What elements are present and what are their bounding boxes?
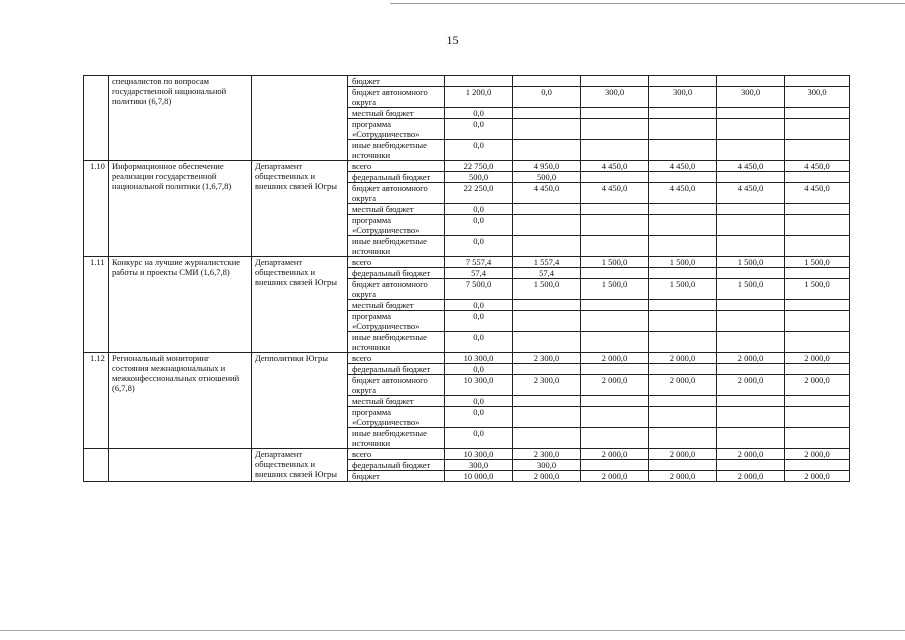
- table-row: [84, 257, 850, 268]
- amount-cell: [649, 407, 717, 428]
- amount-cell: 300,0: [445, 460, 513, 471]
- funding-source: местный бюджет: [348, 204, 445, 215]
- amount-cell: [649, 204, 717, 215]
- amount-cell: [513, 204, 581, 215]
- activity-name: [109, 449, 252, 482]
- amount-cell: [717, 140, 785, 161]
- amount-cell: [649, 108, 717, 119]
- amount-cell: [649, 311, 717, 332]
- amount-cell: 0,0: [445, 236, 513, 257]
- amount-cell: [717, 76, 785, 87]
- amount-cell: 2 000,0: [581, 449, 649, 460]
- activity-name: Конкурс на лучшие журналистские работы и проекты СМИ (1,6,7,8): [109, 257, 252, 353]
- activity-name: Информационное обеспечение реализации государственной национальной политики (1,6,7,8): [109, 161, 252, 257]
- amount-cell: 4 450,0: [581, 161, 649, 172]
- amount-cell: [785, 364, 850, 375]
- amount-cell: 2 000,0: [785, 449, 850, 460]
- amount-cell: 4 450,0: [649, 161, 717, 172]
- table-row: [84, 161, 850, 172]
- amount-cell: 2 000,0: [717, 375, 785, 396]
- amount-cell: [649, 140, 717, 161]
- amount-cell: [649, 364, 717, 375]
- item-number: 1.12: [84, 353, 109, 449]
- amount-cell: 0,0: [445, 311, 513, 332]
- amount-cell: 0,0: [445, 140, 513, 161]
- amount-cell: [581, 204, 649, 215]
- amount-cell: [717, 364, 785, 375]
- amount-cell: 1 500,0: [717, 257, 785, 268]
- amount-cell: 4 450,0: [785, 183, 850, 204]
- item-number: 1.11: [84, 257, 109, 353]
- amount-cell: 2 000,0: [785, 353, 850, 364]
- amount-cell: 2 000,0: [581, 353, 649, 364]
- funding-source: всего: [348, 161, 445, 172]
- funding-source: федеральный бюджет: [348, 364, 445, 375]
- amount-cell: [513, 332, 581, 353]
- amount-cell: [785, 268, 850, 279]
- amount-cell: 2 000,0: [649, 449, 717, 460]
- scan-edge-top: [390, 3, 905, 4]
- funding-source: бюджет автономного округа: [348, 183, 445, 204]
- amount-cell: 2 000,0: [581, 375, 649, 396]
- amount-cell: [785, 76, 850, 87]
- amount-cell: [581, 76, 649, 87]
- amount-cell: [581, 460, 649, 471]
- amount-cell: [581, 396, 649, 407]
- amount-cell: 300,0: [513, 460, 581, 471]
- funding-source: программа «Сотрудничество»: [348, 215, 445, 236]
- amount-cell: 4 450,0: [717, 183, 785, 204]
- table-row: [84, 353, 850, 364]
- amount-cell: 1 500,0: [581, 279, 649, 300]
- responsible-department: Департамент общественных и внешних связей Югры: [252, 161, 348, 257]
- item-number: 1.10: [84, 161, 109, 257]
- funding-source: бюджет автономного округа: [348, 375, 445, 396]
- amount-cell: [785, 236, 850, 257]
- amount-cell: [785, 300, 850, 311]
- amount-cell: [785, 215, 850, 236]
- funding-source: иные внебюджетные источники: [348, 236, 445, 257]
- funding-source: бюджет автономного округа: [348, 87, 445, 108]
- funding-source: иные внебюджетные источники: [348, 428, 445, 449]
- amount-cell: [717, 204, 785, 215]
- amount-cell: [785, 119, 850, 140]
- amount-cell: [717, 311, 785, 332]
- amount-cell: 4 950,0: [513, 161, 581, 172]
- amount-cell: 0,0: [445, 119, 513, 140]
- funding-source: федеральный бюджет: [348, 268, 445, 279]
- funding-source: местный бюджет: [348, 300, 445, 311]
- funding-source: федеральный бюджет: [348, 460, 445, 471]
- funding-source: программа «Сотрудничество»: [348, 407, 445, 428]
- amount-cell: [785, 108, 850, 119]
- amount-cell: 1 500,0: [785, 279, 850, 300]
- amount-cell: 300,0: [581, 87, 649, 108]
- amount-cell: [581, 332, 649, 353]
- amount-cell: [513, 407, 581, 428]
- amount-cell: [581, 236, 649, 257]
- amount-cell: [649, 268, 717, 279]
- amount-cell: [717, 407, 785, 428]
- amount-cell: [717, 108, 785, 119]
- amount-cell: [717, 236, 785, 257]
- amount-cell: 7 557,4: [445, 257, 513, 268]
- amount-cell: 1 500,0: [513, 279, 581, 300]
- table-row: [84, 449, 850, 460]
- amount-cell: 10 000,0: [445, 471, 513, 482]
- amount-cell: [785, 140, 850, 161]
- amount-cell: 2 000,0: [785, 471, 850, 482]
- amount-cell: 0,0: [445, 300, 513, 311]
- amount-cell: 1 500,0: [649, 257, 717, 268]
- amount-cell: 7 500,0: [445, 279, 513, 300]
- funding-source: иные внебюджетные источники: [348, 140, 445, 161]
- funding-source: местный бюджет: [348, 108, 445, 119]
- amount-cell: 0,0: [445, 407, 513, 428]
- amount-cell: 0,0: [445, 396, 513, 407]
- amount-cell: [581, 140, 649, 161]
- amount-cell: 0,0: [445, 108, 513, 119]
- amount-cell: [717, 268, 785, 279]
- funding-source: иные внебюджетные источники: [348, 332, 445, 353]
- amount-cell: 2 000,0: [581, 471, 649, 482]
- amount-cell: [649, 119, 717, 140]
- amount-cell: 2 000,0: [717, 353, 785, 364]
- amount-cell: 2 000,0: [649, 471, 717, 482]
- amount-cell: [581, 428, 649, 449]
- amount-cell: 22 750,0: [445, 161, 513, 172]
- funding-source: бюджет автономного округа: [348, 279, 445, 300]
- amount-cell: [785, 460, 850, 471]
- amount-cell: [581, 364, 649, 375]
- amount-cell: 57,4: [445, 268, 513, 279]
- item-number: [84, 76, 109, 161]
- amount-cell: 2 300,0: [513, 449, 581, 460]
- amount-cell: [717, 119, 785, 140]
- amount-cell: [513, 311, 581, 332]
- funding-source: программа «Сотрудничество»: [348, 311, 445, 332]
- amount-cell: [649, 332, 717, 353]
- responsible-department: [252, 76, 348, 161]
- amount-cell: 2 300,0: [513, 375, 581, 396]
- amount-cell: [581, 172, 649, 183]
- amount-cell: [513, 215, 581, 236]
- activity-name: Региональный мониторинг состояния межнациональных и межконфессиональных отношений (6,7,8): [109, 353, 252, 449]
- amount-cell: [581, 108, 649, 119]
- amount-cell: [513, 364, 581, 375]
- amount-cell: [649, 172, 717, 183]
- amount-cell: [581, 311, 649, 332]
- responsible-department: Депполитики Югры: [252, 353, 348, 449]
- amount-cell: 1 500,0: [717, 279, 785, 300]
- funding-source: программа «Сотрудничество»: [348, 119, 445, 140]
- amount-cell: [513, 236, 581, 257]
- activity-name: специалистов по вопросам государственной национальной политики (6,7,8): [109, 76, 252, 161]
- amount-cell: [785, 204, 850, 215]
- funding-source: бюджет: [348, 76, 445, 87]
- amount-cell: [581, 300, 649, 311]
- amount-cell: [785, 428, 850, 449]
- amount-cell: 4 450,0: [649, 183, 717, 204]
- amount-cell: [717, 215, 785, 236]
- amount-cell: 1 500,0: [649, 279, 717, 300]
- amount-cell: 10 300,0: [445, 449, 513, 460]
- amount-cell: [445, 76, 513, 87]
- amount-cell: 300,0: [785, 87, 850, 108]
- amount-cell: 2 000,0: [785, 375, 850, 396]
- amount-cell: [785, 407, 850, 428]
- amount-cell: 0,0: [445, 428, 513, 449]
- amount-cell: 0,0: [513, 87, 581, 108]
- item-number: [84, 449, 109, 482]
- amount-cell: [513, 140, 581, 161]
- responsible-department: Департамент общественных и внешних связей Югры: [252, 449, 348, 482]
- amount-cell: [649, 428, 717, 449]
- amount-cell: [513, 108, 581, 119]
- amount-cell: 2 000,0: [649, 353, 717, 364]
- amount-cell: 300,0: [649, 87, 717, 108]
- amount-cell: 0,0: [445, 204, 513, 215]
- funding-source: местный бюджет: [348, 396, 445, 407]
- amount-cell: 4 450,0: [513, 183, 581, 204]
- amount-cell: [581, 268, 649, 279]
- funding-source: всего: [348, 449, 445, 460]
- amount-cell: [513, 300, 581, 311]
- table-row: [84, 76, 850, 87]
- funding-source: всего: [348, 353, 445, 364]
- amount-cell: 2 000,0: [717, 449, 785, 460]
- amount-cell: 22 250,0: [445, 183, 513, 204]
- amount-cell: 0,0: [445, 364, 513, 375]
- amount-cell: [649, 460, 717, 471]
- amount-cell: [513, 396, 581, 407]
- amount-cell: [581, 119, 649, 140]
- amount-cell: [649, 300, 717, 311]
- amount-cell: 2 000,0: [513, 471, 581, 482]
- amount-cell: 10 300,0: [445, 375, 513, 396]
- amount-cell: 1 200,0: [445, 87, 513, 108]
- amount-cell: 4 450,0: [717, 161, 785, 172]
- amount-cell: 2 000,0: [649, 375, 717, 396]
- amount-cell: [785, 332, 850, 353]
- amount-cell: [513, 119, 581, 140]
- amount-cell: [581, 407, 649, 428]
- amount-cell: [649, 396, 717, 407]
- amount-cell: 0,0: [445, 215, 513, 236]
- amount-cell: 2 300,0: [513, 353, 581, 364]
- page-number: 15: [446, 33, 459, 47]
- scan-edge-bottom: [0, 630, 905, 631]
- amount-cell: 1 500,0: [785, 257, 850, 268]
- amount-cell: [717, 396, 785, 407]
- amount-cell: [717, 428, 785, 449]
- amount-cell: [649, 215, 717, 236]
- amount-cell: 57,4: [513, 268, 581, 279]
- amount-cell: 0,0: [445, 332, 513, 353]
- funding-source: федеральный бюджет: [348, 172, 445, 183]
- amount-cell: 500,0: [445, 172, 513, 183]
- amount-cell: [785, 311, 850, 332]
- amount-cell: [717, 460, 785, 471]
- funding-source: бюджет: [348, 471, 445, 482]
- amount-cell: 1 500,0: [581, 257, 649, 268]
- amount-cell: [717, 172, 785, 183]
- amount-cell: [785, 172, 850, 183]
- budget-table: [83, 75, 850, 482]
- amount-cell: [717, 300, 785, 311]
- responsible-department: Департамент общественных и внешних связей Югры: [252, 257, 348, 353]
- amount-cell: 2 000,0: [717, 471, 785, 482]
- amount-cell: 300,0: [717, 87, 785, 108]
- amount-cell: 10 300,0: [445, 353, 513, 364]
- amount-cell: [513, 76, 581, 87]
- amount-cell: [649, 76, 717, 87]
- amount-cell: [581, 215, 649, 236]
- amount-cell: 1 557,4: [513, 257, 581, 268]
- amount-cell: [649, 236, 717, 257]
- amount-cell: 4 450,0: [785, 161, 850, 172]
- amount-cell: 4 450,0: [581, 183, 649, 204]
- amount-cell: [513, 428, 581, 449]
- amount-cell: 500,0: [513, 172, 581, 183]
- funding-source: всего: [348, 257, 445, 268]
- amount-cell: [785, 396, 850, 407]
- amount-cell: [717, 332, 785, 353]
